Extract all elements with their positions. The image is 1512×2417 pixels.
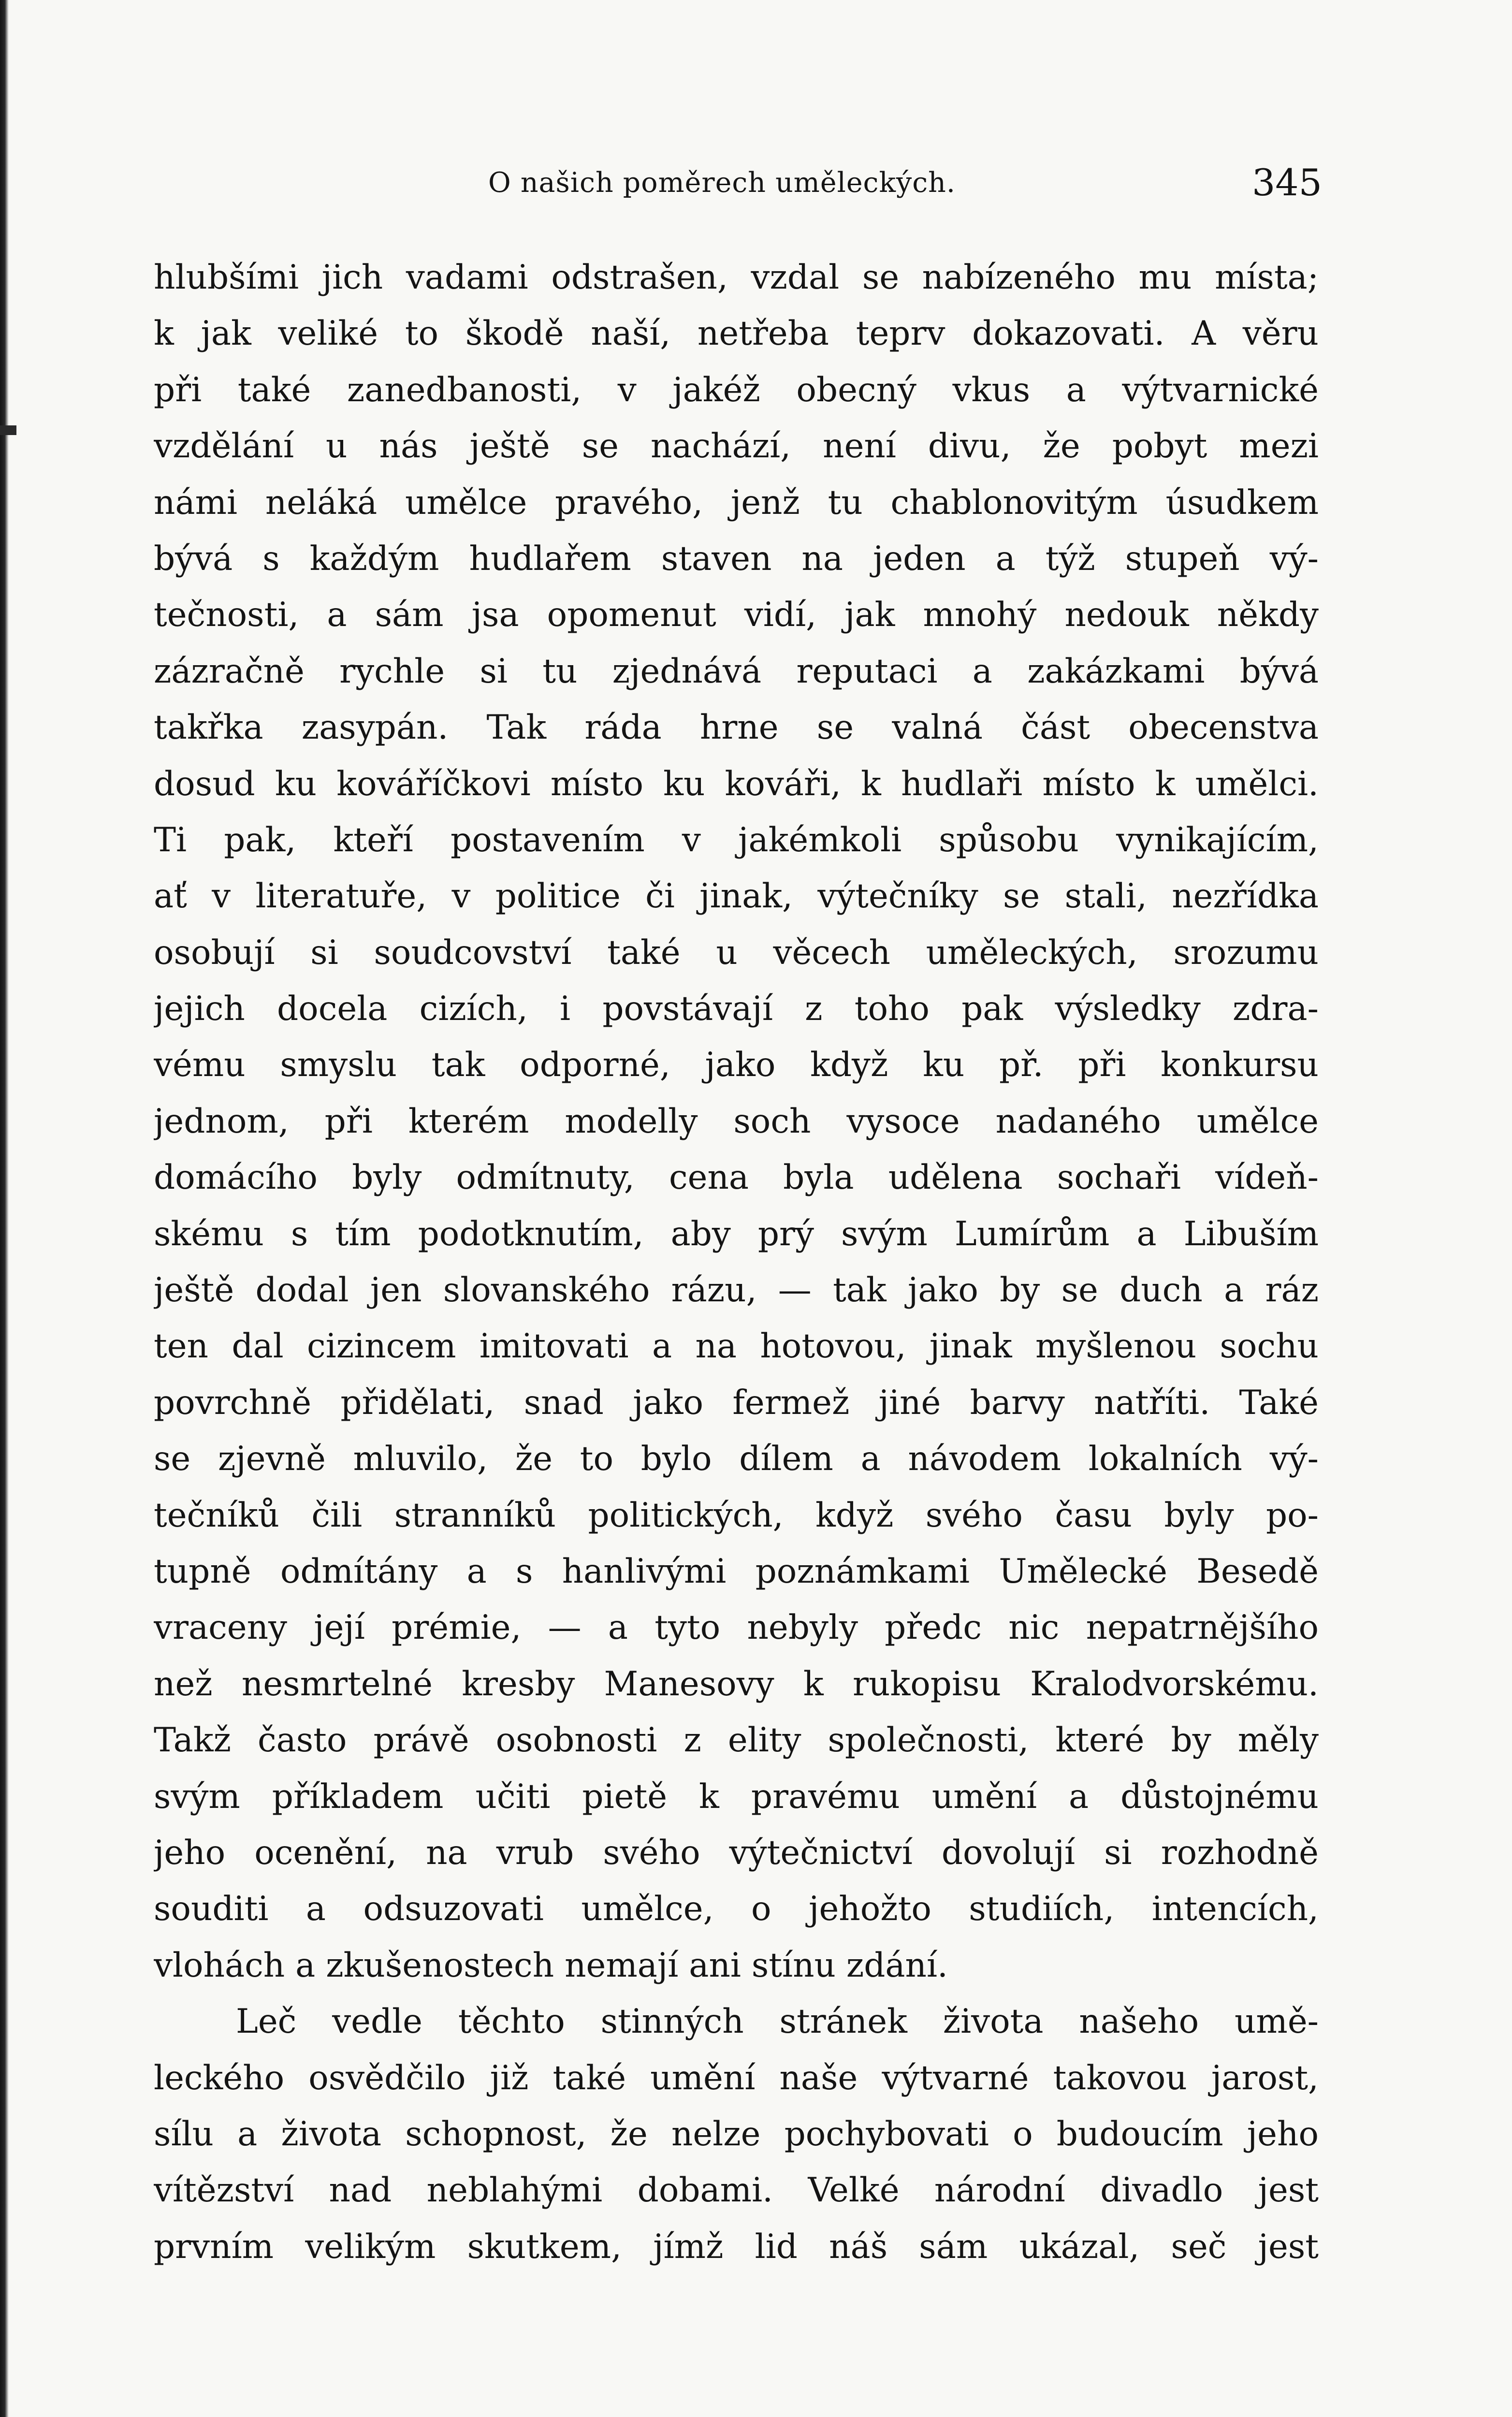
text-line: jeho ocenění, na vrub svého výtečnictví dovolují si rozhodně xyxy=(154,1833,1319,1872)
body-text xyxy=(154,249,1319,2275)
text-line: tupně odmítány a s hanlivými poznámkami Umělecké Besedě xyxy=(154,1552,1319,1591)
text-line: tečníků čili stranníků politických, když svého času byly po- xyxy=(154,1496,1319,1535)
text-line: Ti pak, kteří postavením v jakémkoli spůsobu vynikajícím, xyxy=(154,820,1319,859)
scan-edge-left xyxy=(0,0,9,2417)
text-line: bývá s každým hudlařem staven na jeden a týž stupeň vý- xyxy=(154,539,1319,578)
text-line: ať v literatuře, v politice či jinak, výtečníky se stali, nezřídka xyxy=(154,877,1319,916)
scan-edge-mark xyxy=(0,425,16,435)
text-line: ten dal cizincem imitovati a na hotovou, jinak myšlenou sochu xyxy=(154,1327,1319,1366)
page-number: 345 xyxy=(1251,161,1322,204)
text-line: tečnosti, a sám jsa opomenut vidí, jak mnohý nedouk někdy xyxy=(154,596,1319,635)
text-line: osobují si soudcovství také u věcech uměleckých, srozumu xyxy=(154,933,1319,972)
text-line: povrchně přidělati, snad jako fermež jiné barvy natříti. Také xyxy=(154,1383,1319,1422)
text-line: vraceny její prémie, — a tyto nebyly předc nic nepatrnějšího xyxy=(154,1608,1319,1647)
text-line: Takž často právě osobnosti z elity společnosti, které by měly xyxy=(154,1721,1319,1760)
text-line: k jak veliké to škodě naší, netřeba teprv dokazovati. A věru xyxy=(154,314,1319,353)
text-line: prvním velikým skutkem, jímž lid náš sám ukázal, seč jest xyxy=(154,2227,1319,2266)
text-line: domácího byly odmítnuty, cena byla udělena sochaři vídeň- xyxy=(154,1158,1319,1197)
text-line: hlubšími jich vadami odstrašen, vzdal se nabízeného mu místa; xyxy=(154,258,1319,297)
text-line: se zjevně mluvilo, že to bylo dílem a návodem lokalních vý- xyxy=(154,1440,1319,1479)
text-line: sílu a života schopnost, že nelze pochybovati o budoucím jeho xyxy=(154,2114,1319,2154)
text-line: zázračně rychle si tu zjednává reputaci a zakázkami bývá xyxy=(154,652,1319,691)
text-line: námi neláká umělce pravého, jenž tu chablonovitým úsudkem xyxy=(154,483,1319,522)
text-line: takřka zasypán. Tak ráda hrne se valná část obecenstva xyxy=(154,708,1319,747)
text-line: leckého osvědčilo již také umění naše výtvarné takovou jarost, xyxy=(154,2058,1319,2097)
running-title: O našich poměrech uměleckých. xyxy=(488,167,956,199)
paragraph-start-line: Leč vedle těchto stinných stránek života našeho umě- xyxy=(236,2002,1319,2041)
text-line: dosud ku kováříčkovi místo ku kováři, k hudlaři místo k umělci. xyxy=(154,764,1319,803)
text-line: svým příkladem učiti pietě k pravému umění a důstojnému xyxy=(154,1777,1319,1816)
text-line: při také zanedbanosti, v jakéž obecný vkus a výtvarnické xyxy=(154,370,1319,409)
text-line: vítězství nad neblahými dobami. Velké národní divadlo jest xyxy=(154,2171,1319,2210)
text-line: skému s tím podotknutím, aby prý svým Lumírům a Libuším xyxy=(154,1214,1319,1253)
text-line: jejich docela cizích, i povstávají z toho pak výsledky zdra- xyxy=(154,990,1319,1029)
text-line: než nesmrtelné kresby Manesovy k rukopisu Kralodvorskému. xyxy=(154,1664,1319,1704)
paragraph-end-line: vlohách a zkušenostech nemají ani stínu zdání. xyxy=(154,1946,948,1985)
text-line: vzdělání u nás ještě se nachází, není divu, že pobyt mezi xyxy=(154,427,1319,466)
text-line: jednom, při kterém modelly soch vysoce nadaného umělce xyxy=(154,1102,1319,1141)
text-line: souditi a odsuzovati umělce, o jehožto studiích, intencích, xyxy=(154,1890,1319,1929)
page-header xyxy=(488,160,1322,206)
text-line: vému smyslu tak odporné, jako když ku př. při konkursu xyxy=(154,1046,1319,1085)
text-line: ještě dodal jen slovanského rázu, — tak jako by se duch a ráz xyxy=(154,1271,1319,1310)
